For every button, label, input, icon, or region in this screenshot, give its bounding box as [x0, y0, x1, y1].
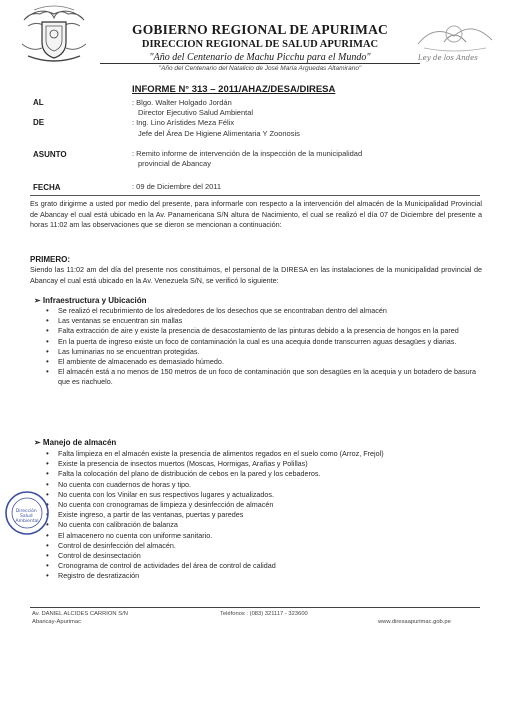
infra-list	[46, 306, 482, 388]
al-recipient: : Blgo. Walter Holgado Jordán	[132, 98, 232, 107]
stamp-text: Dirección Salud Ambiental	[15, 509, 39, 524]
official-stamp-icon	[4, 490, 50, 536]
footer-address: Av. DANIEL ALCIDES CARRION S/N	[32, 611, 128, 617]
list-item: • No cuenta con cuadernos de horas y tipo.	[46, 480, 482, 490]
informe-number: INFORME N° 313 – 2011/AHAZ/DESA/DIRESA	[132, 84, 336, 95]
al-label: AL	[33, 98, 44, 107]
list-item: • En la puerta de ingreso existe un foco de contaminación la cual es una acequia donde transcurren aguas desagües y diarias.	[46, 337, 482, 347]
list-item: • Falta la colocación del plano de distribución de cebos en la pared y los cebaderos.	[46, 469, 482, 479]
regional-motto: Ley de los Andes	[418, 54, 478, 62]
asunto-line1: : Remito informe de intervención de la inspección de la municipalidad	[132, 149, 363, 158]
list-item: • El almacenero no cuenta con uniforme sanitario.	[46, 531, 482, 541]
list-item: • Falta extracción de aire y existe la presencia de desacostamiento de las pinturas debido a la presencia de hongos en la pared	[46, 326, 482, 336]
de-sender: : Ing. Lino Arístides Meza Félix	[132, 118, 235, 127]
list-item: • Las ventanas se encuentran sin mallas	[46, 316, 482, 326]
footer-phone: Teléfonos : (083) 321117 - 323600	[220, 611, 308, 617]
list-item: • Falta limpieza en el almacén existe la presencia de alimentos regados en el suelo como (Arroz, Frejol)	[46, 449, 482, 459]
list-item: • Control de desinfección del almacén.	[46, 541, 482, 551]
list-item: • Control de desinsectación	[46, 551, 482, 561]
footer-website: www.diresaapurimac.gob.pe	[378, 619, 451, 625]
header-divider	[100, 63, 420, 64]
de-label: DE	[33, 118, 45, 127]
de-position: Jefe del Área De Higiene Alimentaria Y Zoonosis	[138, 129, 300, 138]
section-divider	[30, 195, 480, 196]
infra-title: ➢ Infraestructura y Ubicación	[34, 296, 147, 305]
fecha-label: FECHA	[33, 183, 61, 192]
year-motto: "Año del Centenario de Machu Picchu para el Mundo"	[149, 52, 371, 63]
sub-motto: "Año del Centenario del Natalicio de José María Arguedas Altamirano"	[158, 65, 362, 72]
intro-paragraph: Es grato dirigirme a usted por medio del presente, para informarle con respecto a la intervención del almacén de la Municipalidad Provincial de Abancay el cual está ubicado en la Av. Panamericana S/N altura de Nacimiento, el cual se realizó el día 07 de Diciembre del presente a horas 11:02 am las observaciones que se dieron se mencionan a continuación:	[30, 199, 482, 229]
direction-title: DIRECCION REGIONAL DE SALUD APURIMAC	[141, 39, 379, 50]
list-item: • No cuenta con los Vinilar en sus respectivos lugares y actualizados.	[46, 490, 482, 500]
manejo-list	[46, 449, 482, 582]
primero-paragraph: Siendo las 11:02 am del día del presente nos constituimos, el personal de la DIRESA en las instalaciones de la municipalidad provincial de Abancay el cual está ubicado en la Av. Venezuela S/N, se verificó lo siguiente:	[30, 265, 482, 285]
list-item: • Existe la presencia de insectos muertos (Moscas, Hormigas, Arañas y Polillas)	[46, 459, 482, 469]
list-item: • Las luminarias no se encuentran protegidas.	[46, 347, 482, 357]
asunto-label: ASUNTO	[33, 150, 67, 159]
list-item: • No cuenta con calibración de balanza	[46, 520, 482, 530]
fecha-value: : 09 de Diciembre del 2011	[132, 182, 222, 191]
org-title: GOBIERNO REGIONAL DE APURIMAC	[132, 22, 388, 37]
list-item: • Registro de desratización	[46, 571, 482, 581]
manejo-title: ➢ Manejo de almacén	[34, 438, 117, 447]
footer-divider	[30, 607, 480, 608]
list-item: • Cronograma de control de actividades del área de control de calidad	[46, 561, 482, 571]
primero-title: PRIMERO:	[30, 255, 70, 264]
al-position: Director Ejecutivo Salud Ambiental	[138, 108, 254, 117]
list-item: • Se realizó el recubrimiento de los alrededores de los desechos que se encontraban dentro del almacén	[46, 306, 482, 316]
regional-emblem-icon	[414, 14, 496, 54]
coat-of-arms-icon	[18, 4, 90, 66]
list-item: • No cuenta con cronogramas de limpieza y desinfección de almacén	[46, 500, 482, 510]
list-item: • El ambiente de almacenado es demasiado húmedo.	[46, 357, 482, 367]
regional-logo	[414, 14, 496, 72]
asunto-line2: provincial de Abancay	[138, 159, 211, 168]
list-item: • Existe ingreso, a partir de las ventanas, puertas y paredes	[46, 510, 482, 520]
footer-city: Abancay-Apurimac	[32, 619, 81, 625]
list-item: • El almacén está a no menos de 150 metros de un foco de contaminación que son desagües en la acequia y un botadero de basura que es riachuelo.	[46, 367, 482, 387]
